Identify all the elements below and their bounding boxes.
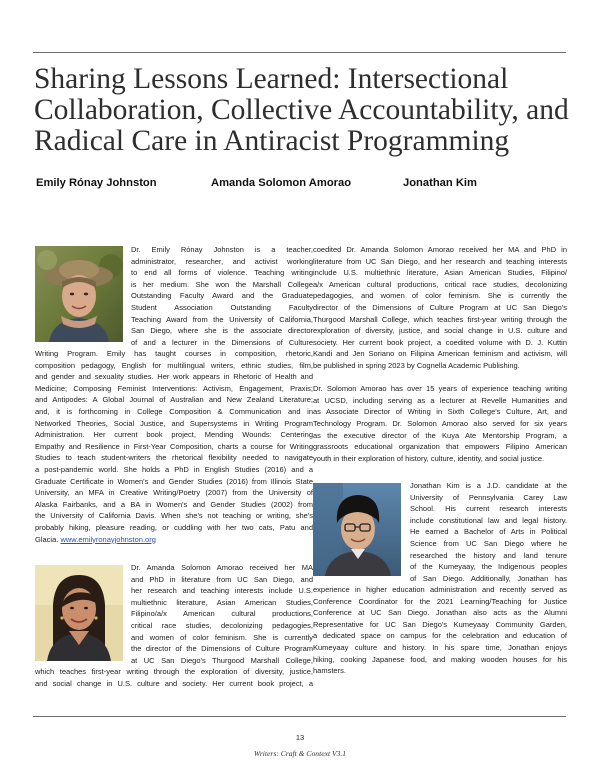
photo-jonathan-kim <box>313 483 401 576</box>
text-line: coedited Dr. Amanda Solomon Amorao received her MA and PhD in <box>313 245 567 254</box>
text-line: society. Her current book project, a coedited volume with D. J. Kuttin <box>313 337 567 347</box>
title-line: Radical Care in Antiracist Programming <box>34 125 510 157</box>
text-line: administrator, researcher, and activist working <box>131 256 313 266</box>
text-line: as Associate Director of Writing in Sixth College's Culture, Art, and <box>313 407 567 417</box>
text-line: composition pedagogy, English for multilingual writers, ethnic studies, film, <box>35 360 313 370</box>
text-line: and PhD in literature from UC San Diego, and <box>131 574 313 584</box>
author-amorao: Amanda Solomon Amorao <box>211 177 352 189</box>
text-line: hamsters. <box>313 666 346 676</box>
bio-amorao-body <box>35 666 313 689</box>
text-line: Thurgood Marshall College, which teaches first-year writing through the <box>313 314 567 324</box>
text-line: the University of California Davis. When she's not teaching or writing, she's <box>35 511 313 521</box>
text-line: be published in spring 2023 by Cognella Academic Publishing. <box>313 360 520 370</box>
bottom-rule <box>33 716 566 717</box>
text-line: a post-pandemic world. She holds a PhD in English Studies (2016) and a <box>35 464 313 474</box>
text-line: at UC San Diego's Thurgood Marshall College, <box>131 655 313 665</box>
text-line: Jonathan Kim is a J.D. candidate at the <box>410 481 567 490</box>
text-line: youth in their exploration of history, culture, identity, and social justice. <box>313 453 545 463</box>
text-line: director of the Dimensions of Culture Program at UC San Diego's <box>313 302 567 312</box>
bio-kim-body <box>313 584 567 677</box>
bio-amorao-intro <box>131 562 313 666</box>
text-line: and Antipodes: A Global Journal of Australian and New Zealand Literature; <box>35 395 313 405</box>
text-line: multiethnic literature, Asian American Studies, <box>131 597 313 607</box>
text-line: Networked Theories, Social Justice, and Supersystems in Writing Program <box>35 418 313 428</box>
text-line: of and a lecturer in the Dimensions of Culture <box>131 337 313 347</box>
text-line: to end all forms of violence. Teaching writing <box>131 268 313 278</box>
text-line: Kumeyaay culture and history. In his spare time, Jonathan enjoys <box>313 642 567 652</box>
page-number: 13 <box>295 733 305 742</box>
text-line: Representative for UC San Diego's Kumeyaay Community Garden, <box>313 619 567 629</box>
text-line: Alaska Fairbanks, and a BA in Women's and Gender Studies (2002) from <box>35 499 313 509</box>
text-line: Science from UC San Diego where he <box>410 538 567 548</box>
title-line: Sharing Lessons Learned: Intersectional <box>34 63 509 95</box>
photo-amanda-amorao <box>35 565 123 661</box>
text-line: Student Association Outstanding Faculty <box>131 302 313 312</box>
text-line: experience in higher education administration and recently served as <box>313 585 567 594</box>
text-line: probably hiking, pleasure reading, or cuddling with her two cats, Patu and <box>35 522 313 532</box>
text-line: Kandi and Jen Soriano on Filipina American feminism and activism, will <box>313 349 567 359</box>
text-line: exploration of diversity, justice, and social change in U.S. culture and <box>313 326 567 336</box>
text-line: Teaching Award from the University of California, <box>131 314 313 324</box>
text-line: Medicine; Composing Feminist Interventions: Activism, Engagement, Praxis; <box>35 383 313 393</box>
photo-emily-johnston <box>35 246 123 342</box>
text-line: Empathy and Resilience in First-Year Composition, charts a course for Writing <box>35 441 313 451</box>
text-line: and women of color feminism. She is currently <box>131 632 313 642</box>
text-line: School. His current research interests <box>410 504 567 514</box>
text-line: grassroots educational organization that empowers Filipino American <box>313 442 567 452</box>
text-line: is her medium. She won the Marshall College <box>131 279 313 289</box>
article-title <box>34 64 574 157</box>
journal-footer: Writers: Craft & Context V3.1 <box>253 749 347 758</box>
text-line: a/x American cultural productions, critical race studies, decolonizing <box>313 279 567 289</box>
text-line: Administration. Her current book project, Mending Wounds: Centering <box>35 430 313 440</box>
text-line: of the Kumeyaay, the Indigenous peoples <box>410 562 567 572</box>
text-run: Glacia. <box>35 534 61 544</box>
top-rule <box>33 52 566 53</box>
text-line: Technology Program. Dr. Solomon Amorao also served for six years <box>313 418 567 428</box>
bio-amorao-continued <box>313 244 567 464</box>
text-line: Outstanding Faculty Award and the Graduate <box>131 291 313 301</box>
text-line: literature from UC San Diego, and her research and teaching interests <box>313 256 567 266</box>
text-line: Writing Program. Emily has taught courses in composition, rhetoric, <box>35 349 313 358</box>
text-line: include U.S. multiethnic literature, Asian American Studies, Filipino/ <box>313 268 567 278</box>
text-line: University, an MFA in Creative Writing/Poetry (2007) from the University of <box>35 488 313 498</box>
website-link[interactable]: www.emilyronayjohnston.org <box>60 534 156 544</box>
text-line: Dr. Amanda Solomon Amorao received her MA <box>131 563 313 572</box>
text-line: the director of the Dimensions of Culture Program <box>131 644 313 654</box>
text-line: researched the history and land tenure <box>410 550 567 560</box>
text-line: of San Diego. Additionally, Jonathan has <box>410 573 567 583</box>
author-kim: Jonathan Kim <box>403 177 477 189</box>
text-line: University of Pennsylvania Carey Law <box>410 492 567 502</box>
text-line: which teaches first-year writing through the exploration of diversity, justice, <box>35 667 313 676</box>
author-johnston: Emily Rónay Johnston <box>36 177 157 189</box>
title-line: Collaboration, Collective Accountability, and <box>34 94 569 126</box>
text-line <box>35 534 313 546</box>
bio-johnston-body <box>35 348 313 545</box>
bio-johnston-intro <box>131 244 313 348</box>
text-line: pedagogies, and women of color feminism. She is currently the <box>313 291 567 301</box>
text-line: at UCSD, including serving as a lecturer at Revelle Humanities and <box>313 395 567 405</box>
text-line: critical race studies, decolonizing pedagogies, <box>131 620 313 630</box>
text-line: Studies to teach student-writers the rhetorical flexibility needed to navigate <box>35 453 313 463</box>
text-line: He earned a Bachelor of Arts in Political <box>410 527 567 537</box>
text-line: hiking, cooking Japanese food, and making wooden houses for his <box>313 654 567 664</box>
text-line: and, it is forthcoming in College Composition & Communication and in <box>35 406 313 416</box>
bio-kim-intro <box>410 480 567 584</box>
paragraph-gap <box>313 372 567 384</box>
text-line: include constitutional law and legal history. <box>410 515 567 525</box>
text-line: Conference at UC San Diego. Jonathan also acts as the Alumni <box>313 608 567 618</box>
text-line: Graduate Certificate in Women's and Gender Studies (2016) from Illinois State <box>35 476 313 486</box>
text-line: Dr. Emily Rónay Johnston is a teacher, <box>131 245 313 254</box>
text-line: and social change in U.S. culture and society. Her current book project, a <box>35 678 313 688</box>
text-line: Conference Coordinator for the 2021 Learning/Teaching for Justice <box>313 596 567 606</box>
text-line: Filipino/a/x American cultural productions, <box>131 609 313 619</box>
text-line: as the executive director of the Kuya Ate Mentorship Program, a <box>313 430 567 440</box>
text-line: a dedicated space on campus for the celebration and education of <box>313 631 567 641</box>
text-line: and gender and sexuality studies. Her work appears in Rhetoric of Health and <box>35 372 313 382</box>
text-line: San Diego, where she is the associate director <box>131 326 313 336</box>
text-line: Dr. Solomon Amorao has over 15 years of experience teaching writing <box>313 384 567 394</box>
text-line: her research and teaching interests include U.S. <box>131 586 313 596</box>
